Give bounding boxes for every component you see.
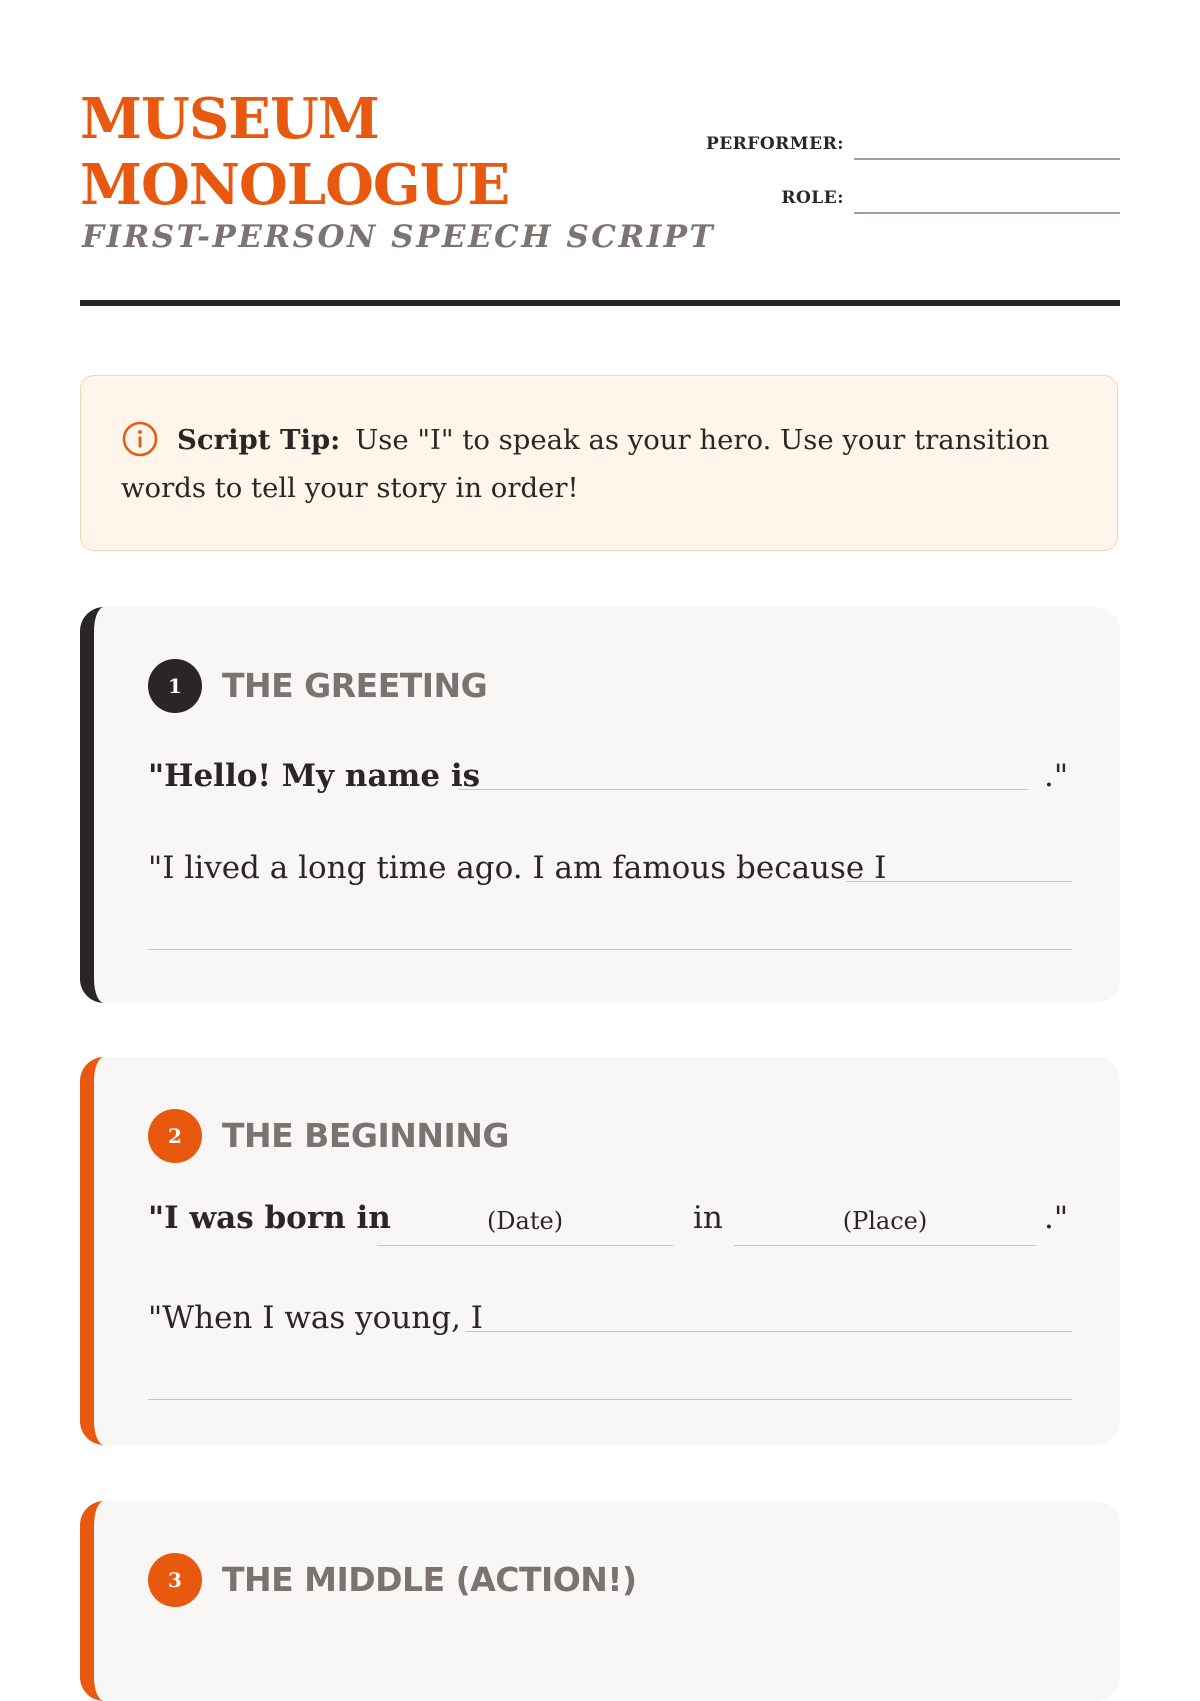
role-input-line[interactable] xyxy=(854,212,1120,214)
prompt-text: "Hello! My name is xyxy=(148,758,481,794)
section-number-badge: 2 xyxy=(148,1109,202,1163)
script-tip-box xyxy=(80,375,1118,551)
info-icon xyxy=(121,420,159,458)
date-hint: (Date) xyxy=(486,1207,564,1235)
section-title: THE BEGINNING xyxy=(222,1116,509,1155)
place-blank[interactable] xyxy=(734,1245,1036,1246)
closing-quote: ." xyxy=(1044,758,1069,794)
header xyxy=(80,80,1120,304)
section-title: THE MIDDLE (ACTION!) xyxy=(222,1560,637,1599)
when-young-line xyxy=(148,1293,1072,1353)
performer-input-line[interactable] xyxy=(854,158,1120,160)
prompt-text: "When I was young, I xyxy=(148,1300,484,1336)
prompt-text: "I lived a long time ago. I am famous because I xyxy=(148,850,887,886)
section-number-badge: 3 xyxy=(148,1553,202,1607)
title-line-2: MONOLOGUE xyxy=(80,152,510,218)
performer-field xyxy=(700,130,1120,184)
place-hint: (Place) xyxy=(842,1207,928,1235)
tip-label: Script Tip: xyxy=(177,424,341,456)
writing-line[interactable] xyxy=(148,949,1072,950)
name-blank[interactable] xyxy=(458,789,1028,790)
date-blank[interactable] xyxy=(377,1245,673,1246)
header-divider xyxy=(80,300,1120,306)
role-field xyxy=(700,184,1120,238)
connector-word: in xyxy=(693,1200,723,1236)
section-number-badge: 1 xyxy=(148,659,202,713)
section-greeting xyxy=(80,607,1120,1003)
closing-quote: ." xyxy=(1044,1200,1069,1236)
page-subtitle: FIRST-PERSON SPEECH SCRIPT xyxy=(82,219,716,255)
tip-text: Use "I" to speak as your hero. Use your transition words to tell your story in order! xyxy=(121,424,1050,504)
section-title: THE GREETING xyxy=(222,666,488,705)
worksheet-page xyxy=(80,0,1120,1600)
greeting-name-line xyxy=(148,751,1072,811)
title-line-1: MUSEUM xyxy=(80,86,379,152)
name-fields xyxy=(700,130,1120,238)
role-label: ROLE: xyxy=(781,188,844,208)
born-in-line xyxy=(148,1193,1072,1253)
page-title xyxy=(80,86,509,218)
writing-line[interactable] xyxy=(148,1399,1072,1400)
famous-because-blank[interactable] xyxy=(846,881,1072,882)
performer-label: PERFORMER: xyxy=(705,134,844,154)
when-young-blank[interactable] xyxy=(466,1331,1072,1332)
section-beginning xyxy=(80,1057,1120,1445)
section-middle-action xyxy=(80,1501,1120,1701)
prompt-text: "I was born in xyxy=(148,1200,391,1236)
famous-because-line xyxy=(148,843,1072,903)
